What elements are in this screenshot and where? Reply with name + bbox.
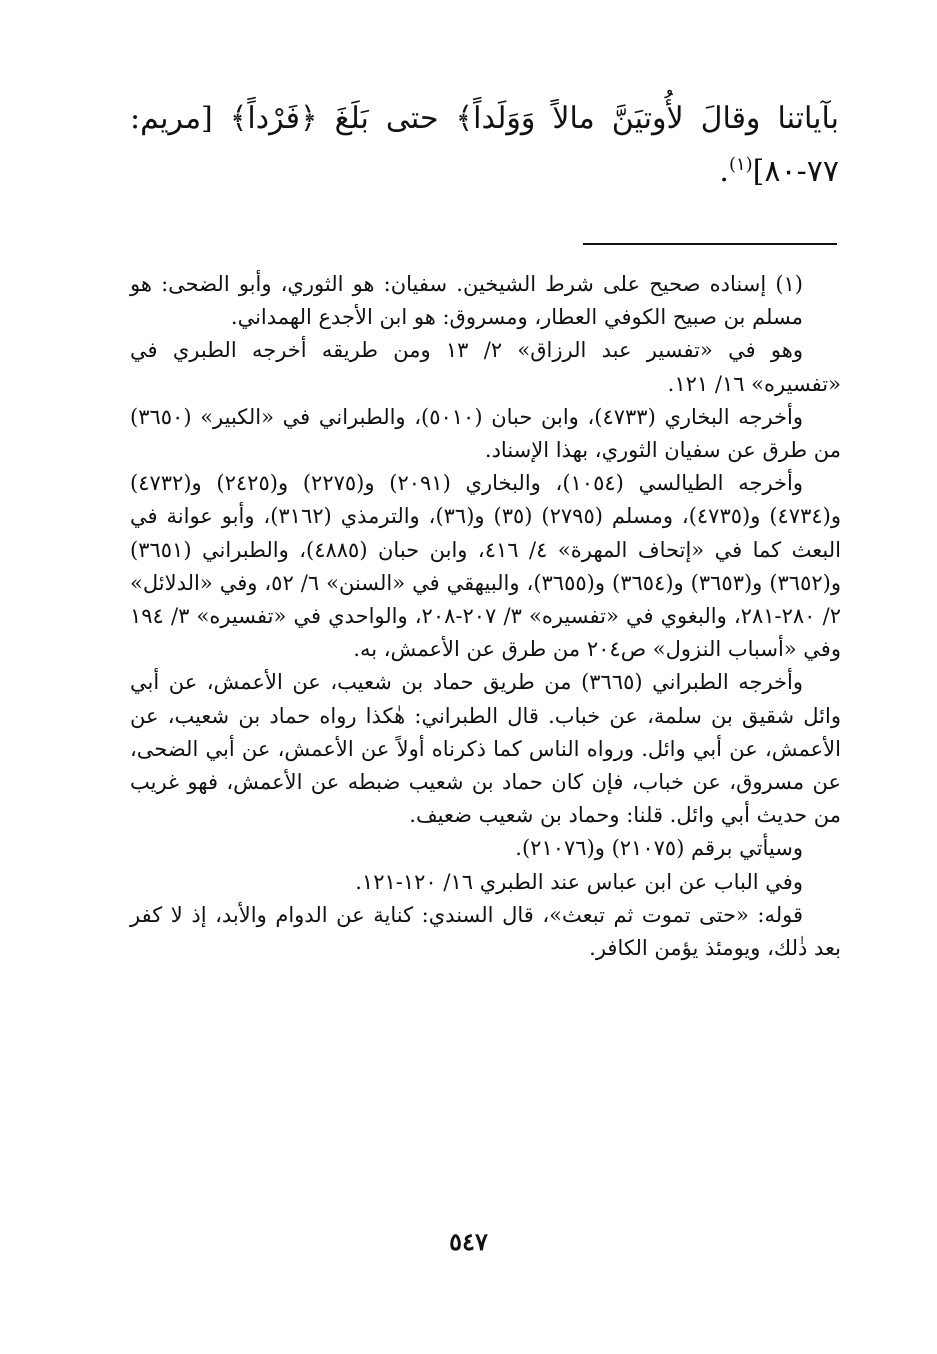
footnote-paragraph: قوله: «حتى تموت ثم تبعث»، قال السندي: كناية عن الدوام والأبد، إذ لا كفر بعد ذٰلك، ويومئذ يؤمن الكافر. [130,902,841,961]
main-text-body: بآياتنا وقالَ لأُوتيَنَّ مالاً وَوَلَداً﴾ حتى بَلَغَ ﴿فَرْداً﴾ [مريم: ٧٧-٨٠] [130,101,839,189]
footnote-paragraph: وسيأتي برقم (٢١٠٧٥) و(٢١٠٧٦). [515,836,803,861]
main-text-end: . [719,154,729,189]
footnote-paragraph: وأخرجه الطيالسي (١٠٥٤)، والبخاري (٢٠٩١) و(٢٢٧٥) و(٢٤٢٥) و(٤٧٣٢) و(٤٧٣٤) و(٤٧٣٥)، ومسلم (٢٧٩٥) (٣٥) و(٣٦)، والترمذي (٣١٦٢)، وأبو عوانة في البعث كما في «إتحاف المهرة» ٤/ ٤١٦، وابن حبان (٤٨٨٥)، والطبراني (٣٦٥١) و(٣٦٥٢) و(٣٦٥٣) و(٣٦٥٤) و(٣٦٥٥)، والبيهقي في «السنن» ٦/ ٥٢، وفي «الدلائل» ٢/ ٢٨٠-٢٨١، والبغوي في «تفسيره» ٣/ ٢٠٧-٢٠٨، والواحدي في «تفسيره» ٣/ ١٩٤ وفي «أسباب النزول» ص٢٠٤ من طرق عن الأعمش، به. [130,471,841,662]
footnote-reference: (١) [728,154,753,175]
footnote-separator [583,243,837,245]
main-text [130,92,839,198]
main-paragraph [130,92,839,198]
footnote-paragraph: وأخرجه البخاري (٤٧٣٣)، وابن حبان (٥٠١٠)، والطبراني في «الكبير» (٣٦٥٠) من طرق عن سفيان الثوري، بهذا الإسناد. [130,404,841,463]
footnotes-section [130,268,841,965]
page-number: ٥٤٧ [449,1227,488,1256]
footnote-paragraph: (١) إسناده صحيح على شرط الشيخين. سفيان: هو الثوري، وأبو الضحى: هو مسلم بن صبيح الكوفي العطار، ومسروق: هو ابن الأجدع الهمداني. [130,272,803,330]
footnote-paragraph: وهو في «تفسير عبد الرزاق» ٢/ ١٣ ومن طريقه أخرجه الطبري في «تفسيره» ١٦/ ١٢١. [130,338,841,396]
footnote-paragraph: وأخرجه الطبراني (٣٦٦٥) من طريق حماد بن شعيب، عن الأعمش، عن أبي وائل شقيق بن سلمة، عن خباب. قال الطبراني: هٰكذا رواه حماد بن شعيب، عن الأعمش، عن أبي وائل. ورواه الناس كما ذكرناه أولاً عن الأعمش، عن أبي الضحى، عن مسروق، عن خباب، فإن كان حماد بن شعيب ضبطه عن الأعمش، فهو غريب من حديث أبي وائل. قلنا: وحماد بن شعيب ضعيف. [130,670,841,828]
footnote-paragraph: وفي الباب عن ابن عباس عند الطبري ١٦/ ١٢٠-١٢١. [355,869,803,894]
